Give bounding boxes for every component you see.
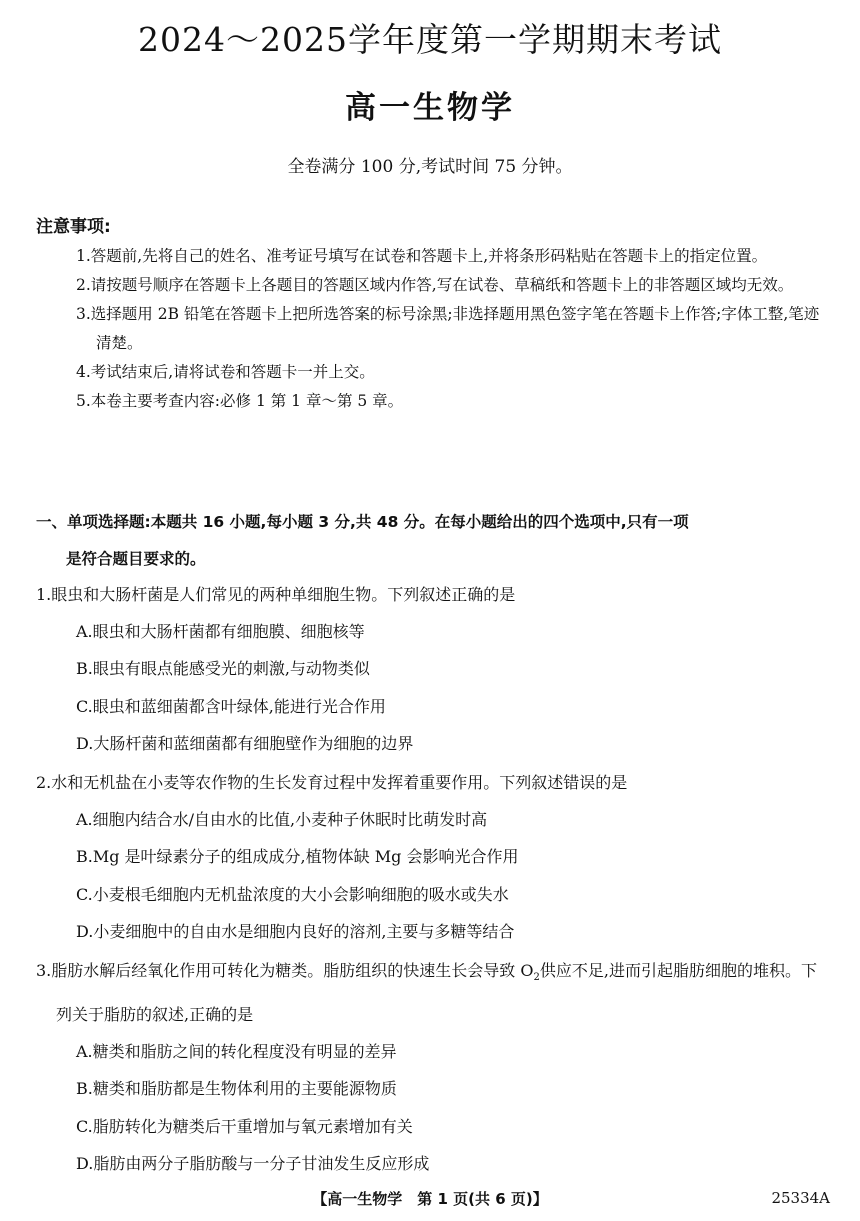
question-3 [36,952,832,1182]
option-b: B.眼虫有眼点能感受光的刺激,与动物类似 [76,659,370,679]
note-item: 1.答题前,先将自己的姓名、准考证号填写在试卷和答题卡上,并将条形码粘贴在答题卡上的指定位置。 [76,247,768,265]
option-a: A.细胞内结合水/自由水的比值,小麦种子休眠时比萌发时高 [76,810,488,829]
note-item: 3.选择题用 2B 铅笔在答题卡上把所选答案的标号涂黑;非选择题用黑色签字笔在答题卡上作答;字体工整,笔迹清楚。 [76,305,820,352]
paper-code: 25334A [771,1189,830,1207]
note-item: 4.考试结束后,请将试卷和答题卡一并上交。 [76,363,375,381]
stem-part-a: 3.脂肪水解后经氧化作用可转化为糖类。脂肪组织的快速生长会导致 O [36,961,534,980]
option-d: D.小麦细胞中的自由水是细胞内良好的溶剂,主要与多糖等结合 [76,921,515,941]
exam-title: 2024～2025学年度第一学期期末考试 [138,20,722,59]
question-1 [36,576,832,762]
option-d: D.大肠杆菌和蓝细菌都有细胞壁作为细胞的边界 [76,733,414,753]
option-a: A.糖类和脂肪之间的转化程度没有明显的差异 [76,1042,397,1062]
option-d: D.脂肪由两分子脂肪酸与一分子甘油发生反应形成 [76,1154,430,1174]
subject-title: 高一生物学 [345,90,515,126]
option-b: B.糖类和脂肪都是生物体利用的主要能源物质 [76,1079,397,1099]
question-2 [36,764,832,950]
section-heading [36,504,832,578]
notes-heading: 注意事项: [36,217,111,237]
question-stem: 2.水和无机盐在小麦等农作物的生长发育过程中发挥着重要作用。下列叙述错误的是 [36,773,628,792]
note-item: 2.请按题号顺序在答题卡上各题目的答题区域内作答,写在试卷、草稿纸和答题卡上的非答题区域均无效。 [76,276,794,294]
question-stem: 1.眼虫和大肠杆菌是人们常见的两种单细胞生物。下列叙述正确的是 [36,585,516,604]
option-c: C.小麦根毛细胞内无机盐浓度的大小会影响细胞的吸水或失水 [76,884,509,904]
stem-part-b: 供应不足,进而引起脂肪细胞的堆积。下列关于脂肪的叙述,正确的是 [56,961,817,1025]
note-item: 5.本卷主要考查内容:必修 1 第 1 章～第 5 章。 [76,392,404,410]
option-c: C.眼虫和蓝细菌都含叶绿体,能进行光合作用 [76,696,386,716]
score-time-line: 全卷满分 100 分,考试时间 75 分钟。 [287,157,573,177]
option-b: B.Mg 是叶绿素分子的组成成分,植物体缺 Mg 会影响光合作用 [76,847,519,867]
page-footer: 【高一生物学 第 1 页(共 6 页)】 [312,1190,548,1208]
option-c: C.脂肪转化为糖类后干重增加与氧元素增加有关 [76,1116,413,1136]
option-a: A.眼虫和大肠杆菌都有细胞膜、细胞核等 [76,622,365,641]
subscript-2: 2 [533,972,540,984]
notes-list [76,242,828,416]
section-heading-line1: 一、单项选择题:本题共 16 小题,每小题 3 分,共 48 分。在每小题给出的四个选项中,只有一项 [36,513,689,531]
section-heading-line2: 是符合题目要求的。 [66,550,206,568]
question-stem [36,952,832,1033]
